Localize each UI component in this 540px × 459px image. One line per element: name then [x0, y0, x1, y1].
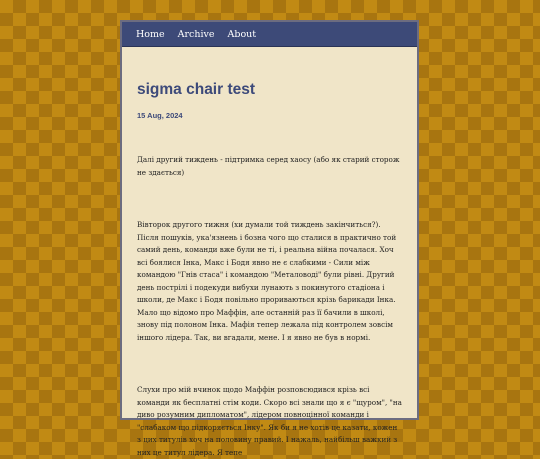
- post-date: 15 Aug, 2024: [137, 111, 183, 120]
- post-content: [122, 47, 417, 459]
- post-title: sigma chair test: [137, 81, 256, 98]
- nav-home-link[interactable]: Home: [136, 28, 165, 40]
- post-paragraph: Далі другий тиждень - підтримка серед хаосу (або як старий сторож не здається): [137, 155, 400, 177]
- post-paragraph: Вівторок другого тижня (хи думали той тиждень закінчиться?). Після пошуків, ука'язнень і бозна чого що сталися в практично той самий день, команди вже були не ті, і реальна війна почалася. Хоч всі боялися Інка, Макс і Бодя явно не є слабкими - Сили між командою "Гнів стаса" і командою "Металоводі" були рівні. Другий день пострілі і подекуди вибухи лунають з покинутого стадіона і школи, де Макс і Бодя повільно прориваються крізь барикади Інка. Мало що відомо про Маффін, але останній раз її бачили в школі, знову під полоном Інка. Мафія тепер лежала під контролем зовсім іншого лідера. Так, ви вгадали, мене. І я явно не був в нормі.: [137, 220, 397, 342]
- nav-archive-link[interactable]: Archive: [177, 28, 215, 40]
- top-nav: [122, 22, 417, 47]
- post-paragraph: Слухи про мій вчинок щодо Маффін розповсюдився крізь всі команди як бесплатні стім коди. Скоро всі знали що я є "щуром", "на диво розумним дипломатом", лідером повноцінної команди і "слабаком що підкоряється Інку". Як би я не хотів це казати, кожен з цих титулів хоч на половину правий. І нажаль, найбільш важкий з них це титул лідера. Я тепе: [137, 385, 402, 457]
- nav-about-link[interactable]: About: [227, 28, 257, 40]
- page-container: [120, 20, 419, 457]
